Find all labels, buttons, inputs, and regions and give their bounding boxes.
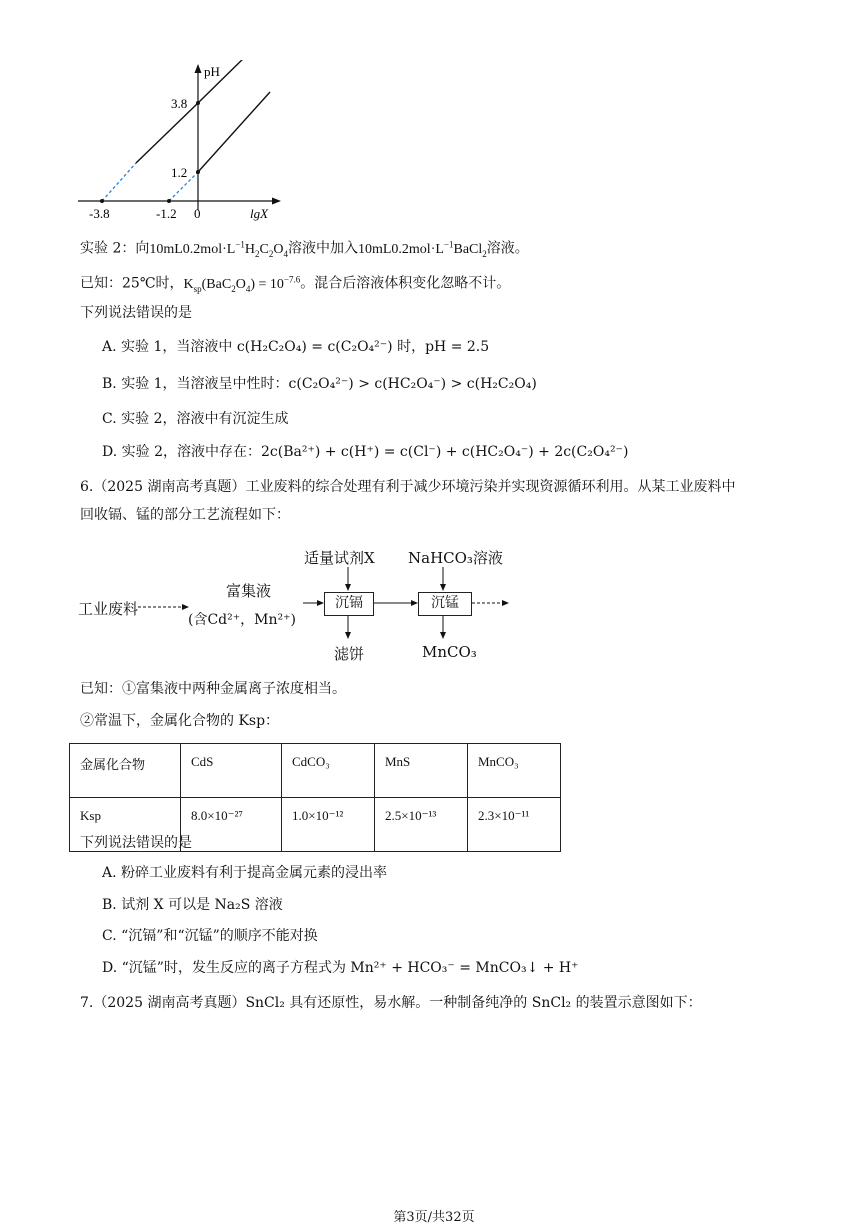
ph-lgx-graph bbox=[70, 60, 290, 225]
option-text: “沉镉”和“沉锰”的顺序不能对换 bbox=[121, 928, 318, 944]
question-stem: 工业废料的综合处理有利于减少环境污染并实现资源循环利用。从某工业废料中 bbox=[245, 479, 736, 495]
flow-rich-ions-label: (含Cd²⁺，Mn²⁺) bbox=[188, 612, 296, 628]
known1-suffix: 。混合后溶液体积变化忽略不计。 bbox=[300, 275, 511, 292]
series-line-1-extension bbox=[102, 163, 136, 201]
q6-option-a[interactable] bbox=[102, 864, 387, 882]
table-header-cell: CdCO₃ bbox=[282, 744, 375, 798]
option-text: 试剂 X 可以是 Na₂S 溶液 bbox=[121, 897, 283, 913]
experiment-2-line bbox=[80, 235, 529, 262]
known1-ksp: $K_{sp}(BaC_2O_4) = 10^{-7.6}$ bbox=[183, 274, 301, 294]
question-number: 6. bbox=[80, 479, 94, 495]
x-axis-label: lgX bbox=[250, 206, 269, 221]
question-source: （2025 湖南高考真题） bbox=[93, 995, 246, 1011]
option-letter: C. bbox=[102, 928, 117, 944]
y-tick-1-2: 1.2 bbox=[171, 165, 188, 180]
option-letter: D. bbox=[102, 444, 118, 460]
option-text: 实验 2，溶液中有沉淀生成 bbox=[121, 411, 289, 427]
q5-option-a[interactable] bbox=[102, 338, 489, 356]
option-text: 实验 1，当溶液中 c(H₂C₂O₄) = c(C₂O₄²⁻) 时，pH = 2.5 bbox=[121, 339, 490, 355]
table-cell: 2.5×10⁻¹³ bbox=[375, 798, 468, 852]
known-line-1 bbox=[80, 270, 510, 297]
table-row-label: Ksp bbox=[70, 798, 181, 852]
question-stem: SnCl₂ 具有还原性，易水解。一种制备纯净的 SnCl₂ 的装置示意图如下： bbox=[245, 995, 702, 1011]
option-letter: B. bbox=[102, 376, 117, 392]
table-cell: 2.3×10⁻¹¹ bbox=[468, 798, 561, 852]
q6-known-2: ②常温下，金属化合物的 Ksp： bbox=[80, 713, 280, 729]
option-text: 实验 2，溶液中存在：2c(Ba²⁺) + c(H⁺) = c(Cl⁻) + c(HC₂O₄⁻) + 2c(C₂O₄²⁻) bbox=[121, 444, 629, 460]
exp2-conc2: $10mL0.2mol\cdot L^{-1}BaCl_2$ bbox=[357, 239, 487, 259]
q6-option-c[interactable] bbox=[102, 927, 318, 945]
q5-option-c[interactable] bbox=[102, 410, 288, 428]
option-letter: B. bbox=[102, 897, 117, 913]
x-axis-arrow bbox=[272, 198, 281, 205]
question-source: （2025 湖南高考真题） bbox=[93, 479, 246, 495]
q5-option-b[interactable] bbox=[102, 375, 537, 393]
table-cell: 8.0×10⁻²⁷ bbox=[181, 798, 282, 852]
point-neg-3-8 bbox=[100, 199, 104, 203]
series-line-1-lower bbox=[136, 103, 198, 163]
q5-prompt: 下列说法错误的是 bbox=[80, 305, 192, 321]
table-header-cell: CdS bbox=[181, 744, 282, 798]
y-axis-label: pH bbox=[204, 64, 220, 79]
option-text: 实验 1，当溶液呈中性时：c(C₂O₄²⁻) > c(HC₂O₄⁻) > c(H₂C₂O₄) bbox=[121, 376, 537, 392]
table-cell: 1.0×10⁻¹² bbox=[282, 798, 375, 852]
flow-rich-liquid-label: 富集液 bbox=[226, 582, 272, 600]
q7-stem bbox=[80, 994, 702, 1012]
q6-stem-line-2: 回收镉、锰的部分工艺流程如下： bbox=[80, 507, 290, 523]
exp2-mid: 溶液中加入 bbox=[287, 240, 358, 257]
known1-temp: 25℃时， bbox=[122, 275, 184, 292]
q5-option-d[interactable] bbox=[102, 443, 628, 461]
exp2-conc1: $10mL0.2mol\cdot L^{-1}H_2C_2O_4$ bbox=[149, 239, 288, 259]
question-number: 7. bbox=[80, 995, 94, 1011]
flow-filter-cake-label: 滤饼 bbox=[334, 645, 365, 663]
q6-stem-line-1 bbox=[80, 478, 735, 496]
table-header-cell: 金属化合物 bbox=[70, 744, 181, 798]
page-footer: 第3页/共32页 bbox=[393, 1210, 475, 1225]
option-letter: A. bbox=[102, 339, 117, 355]
option-letter: A. bbox=[102, 865, 117, 881]
y-axis-arrow bbox=[195, 64, 202, 73]
point-3-8 bbox=[196, 101, 200, 105]
flow-nahco3-label: NaHCO₃溶液 bbox=[408, 549, 503, 567]
option-letter: C. bbox=[102, 411, 117, 427]
x-tick-neg-1-2: -1.2 bbox=[156, 206, 177, 221]
x-tick-neg-3-8: -3.8 bbox=[89, 206, 110, 221]
q6-known-1: 已知：①富集液中两种金属离子浓度相当。 bbox=[80, 681, 346, 697]
option-letter: D. bbox=[102, 960, 118, 976]
option-text: 粉碎工业废料有利于提高金属元素的浸出率 bbox=[121, 865, 388, 881]
known1-prefix: 已知： bbox=[80, 275, 122, 292]
y-tick-3-8: 3.8 bbox=[171, 96, 188, 111]
option-text: “沉锰”时，发生反应的离子方程式为 Mn²⁺ + HCO₃⁻ = MnCO₃↓ + H⁺ bbox=[121, 960, 579, 976]
q6-option-d[interactable] bbox=[102, 959, 579, 977]
flow-reagent-x-label: 适量试剂X bbox=[304, 549, 375, 567]
flow-box-mn-precipitation: 沉锰 bbox=[418, 592, 472, 616]
exp2-suffix: 溶液。 bbox=[486, 240, 529, 257]
table-header-cell: MnCO₃ bbox=[468, 744, 561, 798]
flow-mnco3-label: MnCO₃ bbox=[422, 643, 477, 661]
table-header-cell: MnS bbox=[375, 744, 468, 798]
q6-prompt: 下列说法错误的是 bbox=[80, 835, 192, 851]
flow-start-label: 工业废料 bbox=[78, 600, 139, 618]
q6-option-b[interactable] bbox=[102, 896, 283, 914]
series-line-2 bbox=[198, 92, 270, 172]
process-flow-diagram bbox=[78, 545, 528, 670]
flow-box-cd-precipitation: 沉镉 bbox=[324, 592, 374, 616]
point-neg-1-2 bbox=[167, 199, 171, 203]
table-row bbox=[70, 744, 561, 798]
exp2-prefix: 实验 2：向 bbox=[80, 240, 150, 257]
x-tick-0: 0 bbox=[194, 206, 201, 221]
point-1-2 bbox=[196, 170, 200, 174]
